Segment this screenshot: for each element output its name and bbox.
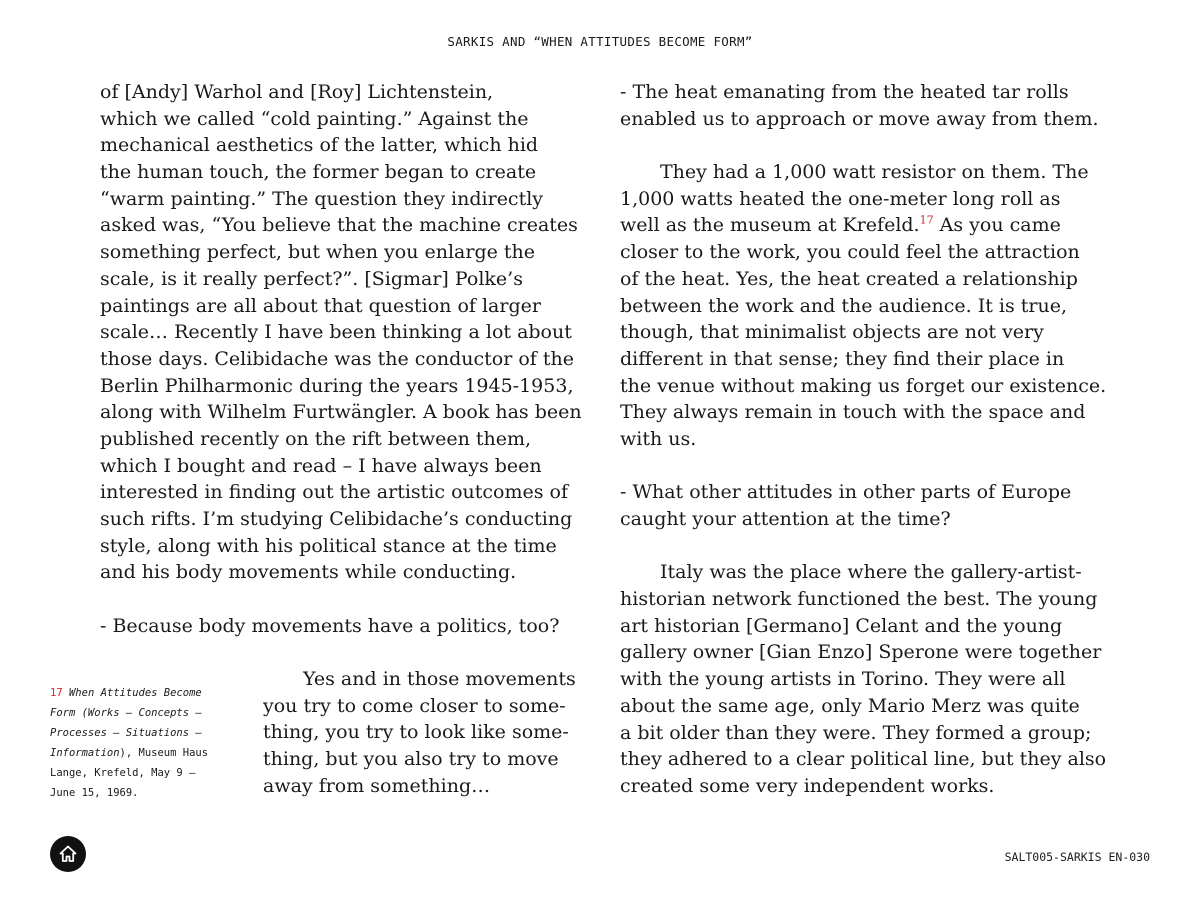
interview-question: - Because body movements have a politics, too? (100, 614, 560, 637)
text-line: along with Wilhelm Furtwängler. A book has been (100, 401, 582, 424)
home-icon (58, 844, 78, 864)
text-line: a bit older than they were. They formed a group; (620, 721, 1092, 744)
interview-question: - What other attitudes in other parts of Europe (620, 481, 1072, 504)
footnote-text: Processes – Situations – (50, 727, 202, 739)
text-line: gallery owner [Gian Enzo] Sperone were together (620, 641, 1102, 664)
text-line: between the work and the audience. It is true, (620, 294, 1068, 317)
footnote-17 (50, 683, 255, 803)
text-line: They had a 1,000 watt resistor on them. The (660, 161, 1089, 184)
text-line: style, along with his political stance at the time (100, 534, 557, 557)
footnote-text: June 15, 1969. (50, 787, 139, 799)
footnote-text: ), Museum Haus (119, 747, 209, 759)
text-line: mechanical aesthetics of the latter, which hid (100, 134, 539, 157)
text-line: with us. (620, 427, 697, 450)
text-line: thing, you try to look like some- (263, 721, 569, 744)
text-line: different in that sense; they find their place in (620, 347, 1065, 370)
text-line: the human touch, the former began to create (100, 161, 537, 184)
footnote-text: Form (Works – Concepts – (50, 707, 202, 719)
text-line: 1,000 watts heated the one-meter long roll as (620, 187, 1061, 210)
right-column (620, 79, 1120, 800)
text-line: asked was, “You believe that the machine creates (100, 214, 578, 237)
interview-question: caught your attention at the time? (620, 508, 951, 530)
page-code: SALT005-SARKIS EN-030 (1004, 850, 1150, 864)
home-button[interactable] (50, 836, 86, 872)
text-line (620, 212, 1120, 239)
text-line: though, that minimalist objects are not very (620, 321, 1044, 344)
footnote-reference[interactable]: 17 (919, 214, 934, 228)
text-line: thing, but you also try to move (263, 748, 559, 771)
text-line: and his body movements while conducting. (100, 561, 517, 584)
text-line: paintings are all about that question of larger (100, 294, 541, 317)
interview-question: - The heat emanating from the heated tar rolls (620, 81, 1069, 103)
left-column (100, 79, 590, 639)
footnote-text: When Attitudes Become (62, 687, 202, 699)
footnote-number: 17 (50, 687, 63, 699)
interview-question: enabled us to approach or move away from them. (620, 107, 1099, 130)
text-line: published recently on the rift between them, (100, 427, 532, 450)
text-line: such rifts. I’m studying Celibidache’s conducting (100, 508, 573, 530)
text-line: They always remain in touch with the space and (620, 401, 1086, 424)
footnote-text: Information (50, 747, 120, 759)
text-line: of the heat. Yes, the heat created a relationship (620, 267, 1078, 290)
text-line: art historian [Germano] Celant and the young (620, 614, 1063, 637)
text-line: something perfect, but when you enlarge the (100, 241, 536, 264)
text-line: away from something… (263, 774, 491, 797)
text-line: scale, is it really perfect?”. [Sigmar] Polke’s (100, 267, 523, 290)
text-line: which we called “cold painting.” Against the (100, 107, 529, 130)
text-line: those days. Celibidache was the conductor of the (100, 347, 574, 370)
text-line: you try to come closer to some- (263, 694, 566, 717)
text-fragment: As you came (933, 214, 1061, 237)
text-line: about the same age, only Mario Merz was quite (620, 694, 1080, 717)
text-line: they adhered to a clear political line, but they also (620, 748, 1107, 771)
text-line: scale… Recently I have been thinking a lot about (100, 321, 572, 344)
text-line: Yes and in those movements (303, 668, 576, 690)
text-line: the venue without making us forget our existence. (620, 374, 1107, 397)
answer-continuation (263, 666, 593, 799)
text-line: “warm painting.” The question they indirectly (100, 187, 544, 210)
running-header: SARKIS AND “WHEN ATTITUDES BECOME FORM” (447, 34, 753, 49)
text-line: closer to the work, you could feel the attraction (620, 241, 1080, 264)
text-line: Berlin Philharmonic during the years 1945-1953, (100, 374, 574, 397)
text-line: with the young artists in Torino. They were all (620, 668, 1066, 691)
text-line: historian network functioned the best. The young (620, 588, 1098, 611)
footnote-text: Lange, Krefeld, May 9 – (50, 767, 196, 779)
text-line: which I bought and read – I have always been (100, 454, 542, 477)
text-line: created some very independent works. (620, 774, 995, 797)
text-line: of [Andy] Warhol and [Roy] Lichtenstein, (100, 81, 494, 103)
text-fragment: well as the museum at Krefeld. (620, 214, 920, 237)
text-line: Italy was the place where the gallery-artist- (660, 561, 1082, 584)
text-line: interested in finding out the artistic outcomes of (100, 481, 568, 504)
